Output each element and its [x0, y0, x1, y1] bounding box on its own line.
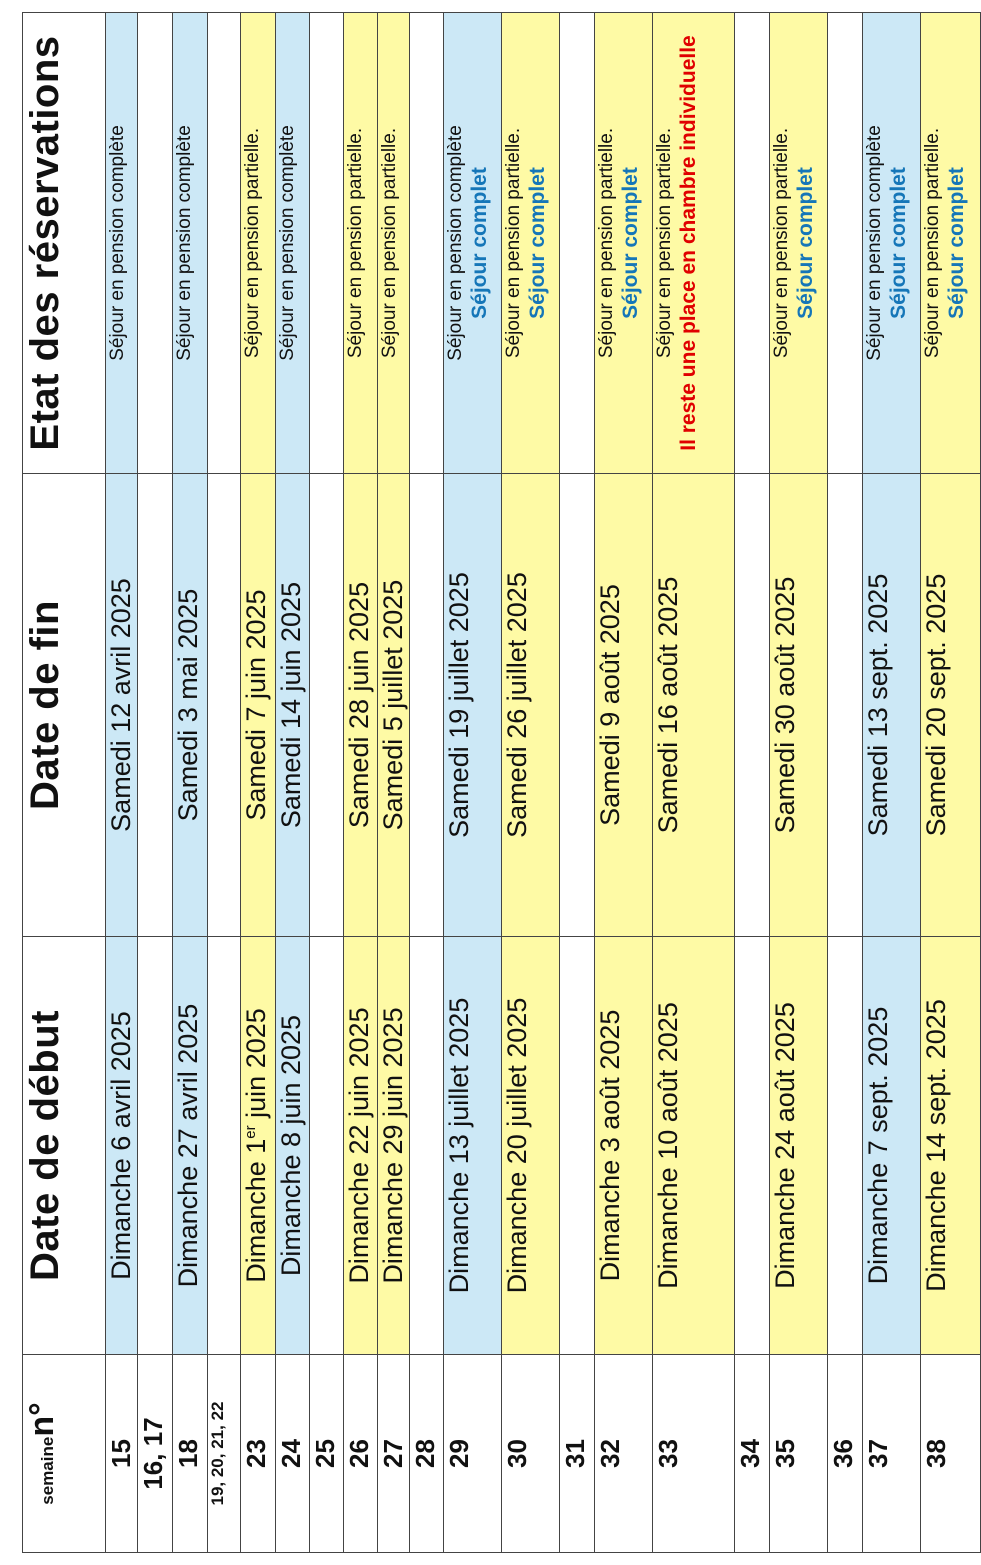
etat-text: Séjour en pension partielle. [345, 127, 366, 359]
cell-date-debut [310, 937, 344, 1355]
cell-etat [106, 13, 138, 474]
cell-date-fin: Samedi 12 avril 2025 [106, 474, 138, 937]
cell-semaine: 32 [595, 1355, 653, 1553]
cell-date-fin: Samedi 26 juillet 2025 [502, 474, 560, 937]
table-row [653, 13, 735, 1553]
cell-date-fin [410, 474, 444, 937]
cell-etat [173, 13, 208, 474]
cell-etat [863, 13, 921, 474]
cell-etat [138, 13, 173, 474]
cell-date-fin: Samedi 13 sept. 2025 [863, 474, 921, 937]
etat-text: Séjour en pension complète [445, 125, 466, 361]
cell-date-debut: Dimanche 22 juin 2025 [344, 937, 378, 1355]
cell-semaine: 38 [921, 1355, 981, 1553]
header-semaine: semainen° [23, 1355, 106, 1553]
table-row [595, 13, 653, 1553]
reservations-table [22, 12, 981, 1553]
cell-date-debut: Dimanche 27 avril 2025 [173, 937, 208, 1355]
table-row [344, 13, 378, 1553]
table-row [173, 13, 208, 1553]
cell-date-fin: Samedi 3 mai 2025 [173, 474, 208, 937]
cell-date-debut: Dimanche 6 avril 2025 [106, 937, 138, 1355]
cell-date-fin [310, 474, 344, 937]
cell-etat [410, 13, 444, 474]
status-badge-complet: Séjour complet [526, 167, 549, 319]
table-row [378, 13, 410, 1553]
cell-date-fin [208, 474, 241, 937]
cell-semaine: 30 [502, 1355, 560, 1553]
table-row [921, 13, 981, 1553]
cell-date-debut [828, 937, 863, 1355]
cell-date-fin: Samedi 30 août 2025 [770, 474, 828, 937]
cell-semaine: 25 [310, 1355, 344, 1553]
etat-text: Séjour en pension complète [107, 125, 128, 361]
cell-etat [828, 13, 863, 474]
etat-text: Séjour en pension complète [277, 125, 298, 361]
cell-date-debut: Dimanche 20 juillet 2025 [502, 937, 560, 1355]
cell-semaine: 19, 20, 21, 22 [208, 1355, 241, 1553]
cell-etat [208, 13, 241, 474]
table-row [310, 13, 344, 1553]
cell-date-fin: Samedi 20 sept. 2025 [921, 474, 981, 937]
cell-date-debut: Dimanche 10 août 2025 [653, 937, 735, 1355]
cell-etat [770, 13, 828, 474]
cell-semaine: 29 [444, 1355, 502, 1553]
cell-semaine: 23 [241, 1355, 276, 1553]
cell-semaine: 28 [410, 1355, 444, 1553]
cell-semaine: 34 [735, 1355, 770, 1553]
cell-semaine: 18 [173, 1355, 208, 1553]
cell-semaine: 31 [560, 1355, 595, 1553]
cell-date-debut [560, 937, 595, 1355]
availability-alert: Il reste une place en chambre individuelle [677, 35, 700, 451]
table-row [502, 13, 560, 1553]
cell-etat [276, 13, 310, 474]
cell-date-debut [735, 937, 770, 1355]
cell-date-fin: Samedi 16 août 2025 [653, 474, 735, 937]
status-badge-complet: Séjour complet [619, 167, 642, 319]
cell-semaine: 15 [106, 1355, 138, 1553]
cell-date-fin: Samedi 14 juin 2025 [276, 474, 310, 937]
cell-etat [344, 13, 378, 474]
cell-semaine: 33 [653, 1355, 735, 1553]
table-row [770, 13, 828, 1553]
cell-date-fin: Samedi 5 juillet 2025 [378, 474, 410, 937]
cell-date-debut: Dimanche 29 juin 2025 [378, 937, 410, 1355]
cell-etat [653, 13, 735, 474]
cell-date-debut [241, 937, 276, 1355]
etat-text: Séjour en pension partielle. [922, 127, 943, 359]
header-etat-reservations: Etat des réservations [23, 13, 106, 474]
cell-date-debut [138, 937, 173, 1355]
etat-text: Séjour en pension partielle. [379, 127, 400, 359]
cell-date-fin: Samedi 19 juillet 2025 [444, 474, 502, 937]
cell-etat [444, 13, 502, 474]
cell-semaine: 27 [378, 1355, 410, 1553]
table-row [735, 13, 770, 1553]
cell-date-fin: Samedi 28 juin 2025 [344, 474, 378, 937]
table-row [863, 13, 921, 1553]
etat-text: Séjour en pension partielle. [503, 127, 524, 359]
reservation-document [22, 13, 968, 1553]
cell-date-fin [138, 474, 173, 937]
cell-date-fin [735, 474, 770, 937]
etat-text: Séjour en pension partielle. [771, 127, 792, 359]
cell-etat [921, 13, 981, 474]
table-row [138, 13, 173, 1553]
cell-date-debut [208, 937, 241, 1355]
cell-etat [310, 13, 344, 474]
date-debut-part: Dimanche 1 [241, 1138, 271, 1283]
status-badge-complet: Séjour complet [887, 167, 910, 319]
cell-date-fin: Samedi 7 juin 2025 [241, 474, 276, 937]
cell-date-fin [828, 474, 863, 937]
cell-semaine: 35 [770, 1355, 828, 1553]
table-row [276, 13, 310, 1553]
cell-semaine: 16, 17 [138, 1355, 173, 1553]
etat-text: Séjour en pension complète [864, 125, 885, 361]
status-badge-complet: Séjour complet [468, 167, 491, 319]
cell-semaine: 36 [828, 1355, 863, 1553]
cell-etat [560, 13, 595, 474]
table-row [106, 13, 138, 1553]
cell-semaine: 37 [863, 1355, 921, 1553]
etat-text: Séjour en pension partielle. [654, 127, 675, 359]
cell-etat [595, 13, 653, 474]
table-row [560, 13, 595, 1553]
cell-date-debut: Dimanche 13 juillet 2025 [444, 937, 502, 1355]
table-row [410, 13, 444, 1553]
ordinal-suffix: er [242, 1125, 259, 1139]
cell-etat [378, 13, 410, 474]
cell-date-debut [410, 937, 444, 1355]
date-debut-part: juin 2025 [241, 1008, 271, 1126]
cell-date-debut: Dimanche 3 août 2025 [595, 937, 653, 1355]
status-badge-complet: Séjour complet [794, 167, 817, 319]
etat-text: Séjour en pension partielle. [242, 127, 263, 359]
cell-date-debut: Dimanche 8 juin 2025 [276, 937, 310, 1355]
cell-date-fin [560, 474, 595, 937]
cell-date-fin: Samedi 9 août 2025 [595, 474, 653, 937]
table-row [208, 13, 241, 1553]
cell-date-debut: Dimanche 24 août 2025 [770, 937, 828, 1355]
status-badge-complet: Séjour complet [945, 167, 968, 319]
cell-semaine: 26 [344, 1355, 378, 1553]
cell-etat [502, 13, 560, 474]
etat-text: Séjour en pension partielle. [596, 127, 617, 359]
cell-date-debut: Dimanche 14 sept. 2025 [921, 937, 981, 1355]
etat-text: Séjour en pension complète [174, 125, 195, 361]
cell-etat [241, 13, 276, 474]
table-row [828, 13, 863, 1553]
header-date-debut: Date de début [23, 937, 106, 1355]
cell-semaine: 24 [276, 1355, 310, 1553]
cell-date-debut: Dimanche 7 sept. 2025 [863, 937, 921, 1355]
cell-etat [735, 13, 770, 474]
header-row [23, 13, 106, 1553]
table-row [444, 13, 502, 1553]
table-row [241, 13, 276, 1553]
header-date-fin: Date de fin [23, 474, 106, 937]
